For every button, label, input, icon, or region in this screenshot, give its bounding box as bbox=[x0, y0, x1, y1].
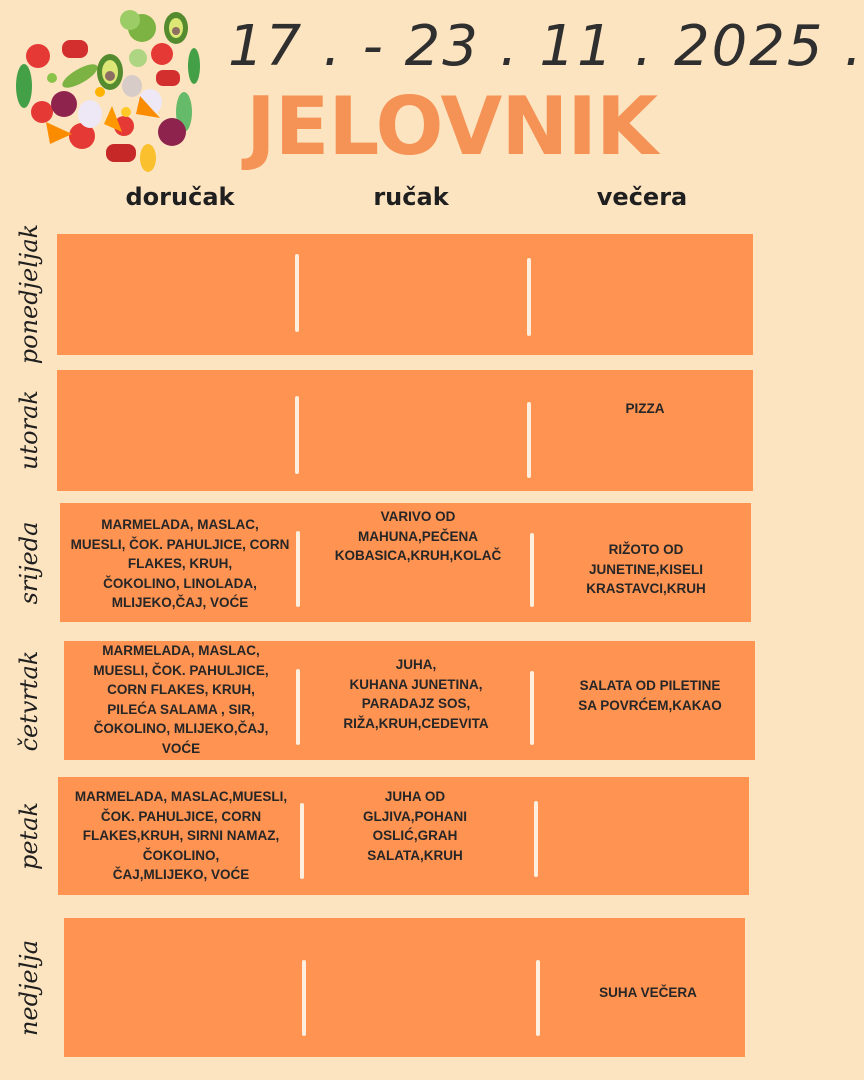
day-label-sunday: nedjelja bbox=[15, 939, 43, 1037]
column-divider bbox=[527, 402, 531, 478]
day-label-friday: petak bbox=[15, 801, 43, 871]
dinner-cell: SALATA OD PILETINE SA POVRĆEM,KAKAO bbox=[578, 678, 722, 713]
menu-row-monday bbox=[57, 234, 753, 355]
column-divider bbox=[536, 960, 540, 1036]
column-divider bbox=[302, 960, 306, 1036]
column-header-breakfast: doručak bbox=[125, 183, 235, 211]
column-divider bbox=[530, 533, 534, 607]
column-divider bbox=[534, 801, 538, 877]
menu-row-thursday bbox=[64, 641, 755, 760]
dinner-cell: RIŽOTO OD JUNETINE,KISELI KRASTAVCI,KRUH bbox=[586, 542, 706, 596]
day-label-monday: ponedjeljak bbox=[15, 223, 43, 365]
menu-row-friday bbox=[58, 777, 749, 895]
menu-row-wednesday bbox=[60, 503, 751, 622]
menu-row-sunday bbox=[64, 918, 745, 1057]
day-label-thursday: četvrtak bbox=[15, 650, 43, 752]
day-label-tuesday: utorak bbox=[15, 390, 43, 470]
day-label-wednesday: srijeda bbox=[15, 521, 43, 605]
column-divider bbox=[530, 671, 534, 745]
lunch-cell: JUHA, KUHANA JUNETINA, PARADAJZ SOS, RIŽA,KRUH,CEDEVITA bbox=[343, 657, 489, 731]
page-title: JELOVNIK bbox=[246, 80, 658, 173]
dinner-cell: SUHA VEČERA bbox=[599, 985, 697, 1000]
vegetable-heart-icon bbox=[12, 6, 200, 174]
lunch-cell: VARIVO OD MAHUNA,PEČENA KOBASICA,KRUH,KOLAČ bbox=[334, 509, 502, 563]
date-range: 17 . - 23 . 11 . 2025 . bbox=[228, 14, 864, 79]
column-divider bbox=[527, 258, 531, 336]
menu-row-tuesday bbox=[57, 370, 753, 491]
column-header-lunch: ručak bbox=[373, 183, 449, 211]
column-header-dinner: večera bbox=[596, 183, 688, 211]
lunch-cell: JUHA OD GLJIVA,POHANI OSLIĆ,GRAH SALATA,KRUH bbox=[362, 789, 467, 863]
dinner-cell: PIZZA bbox=[625, 401, 665, 416]
breakfast-cell: MARMELADA, MASLAC, MUESLI, ČOK. PAHULJICE, CORN FLAKES, KRUH, PILEĆA SALAMA , SIR, ČOKOLINO, MLIJEKO,ČAJ, VOĆE bbox=[93, 643, 269, 756]
column-divider bbox=[295, 254, 299, 332]
column-divider bbox=[295, 396, 299, 474]
breakfast-cell: MARMELADA, MASLAC,MUESLI, ČOK. PAHULJICE, CORN FLAKES,KRUH, SIRNI NAMAZ, ČOKOLINO, ČAJ,MLIJEKO, VOĆE bbox=[74, 789, 288, 882]
breakfast-cell: MARMELADA, MASLAC, MUESLI, ČOK. PAHULJICE, CORN FLAKES, KRUH, ČOKOLINO, LINOLADA, MLIJEKO,ČAJ, VOĆE bbox=[70, 517, 290, 610]
